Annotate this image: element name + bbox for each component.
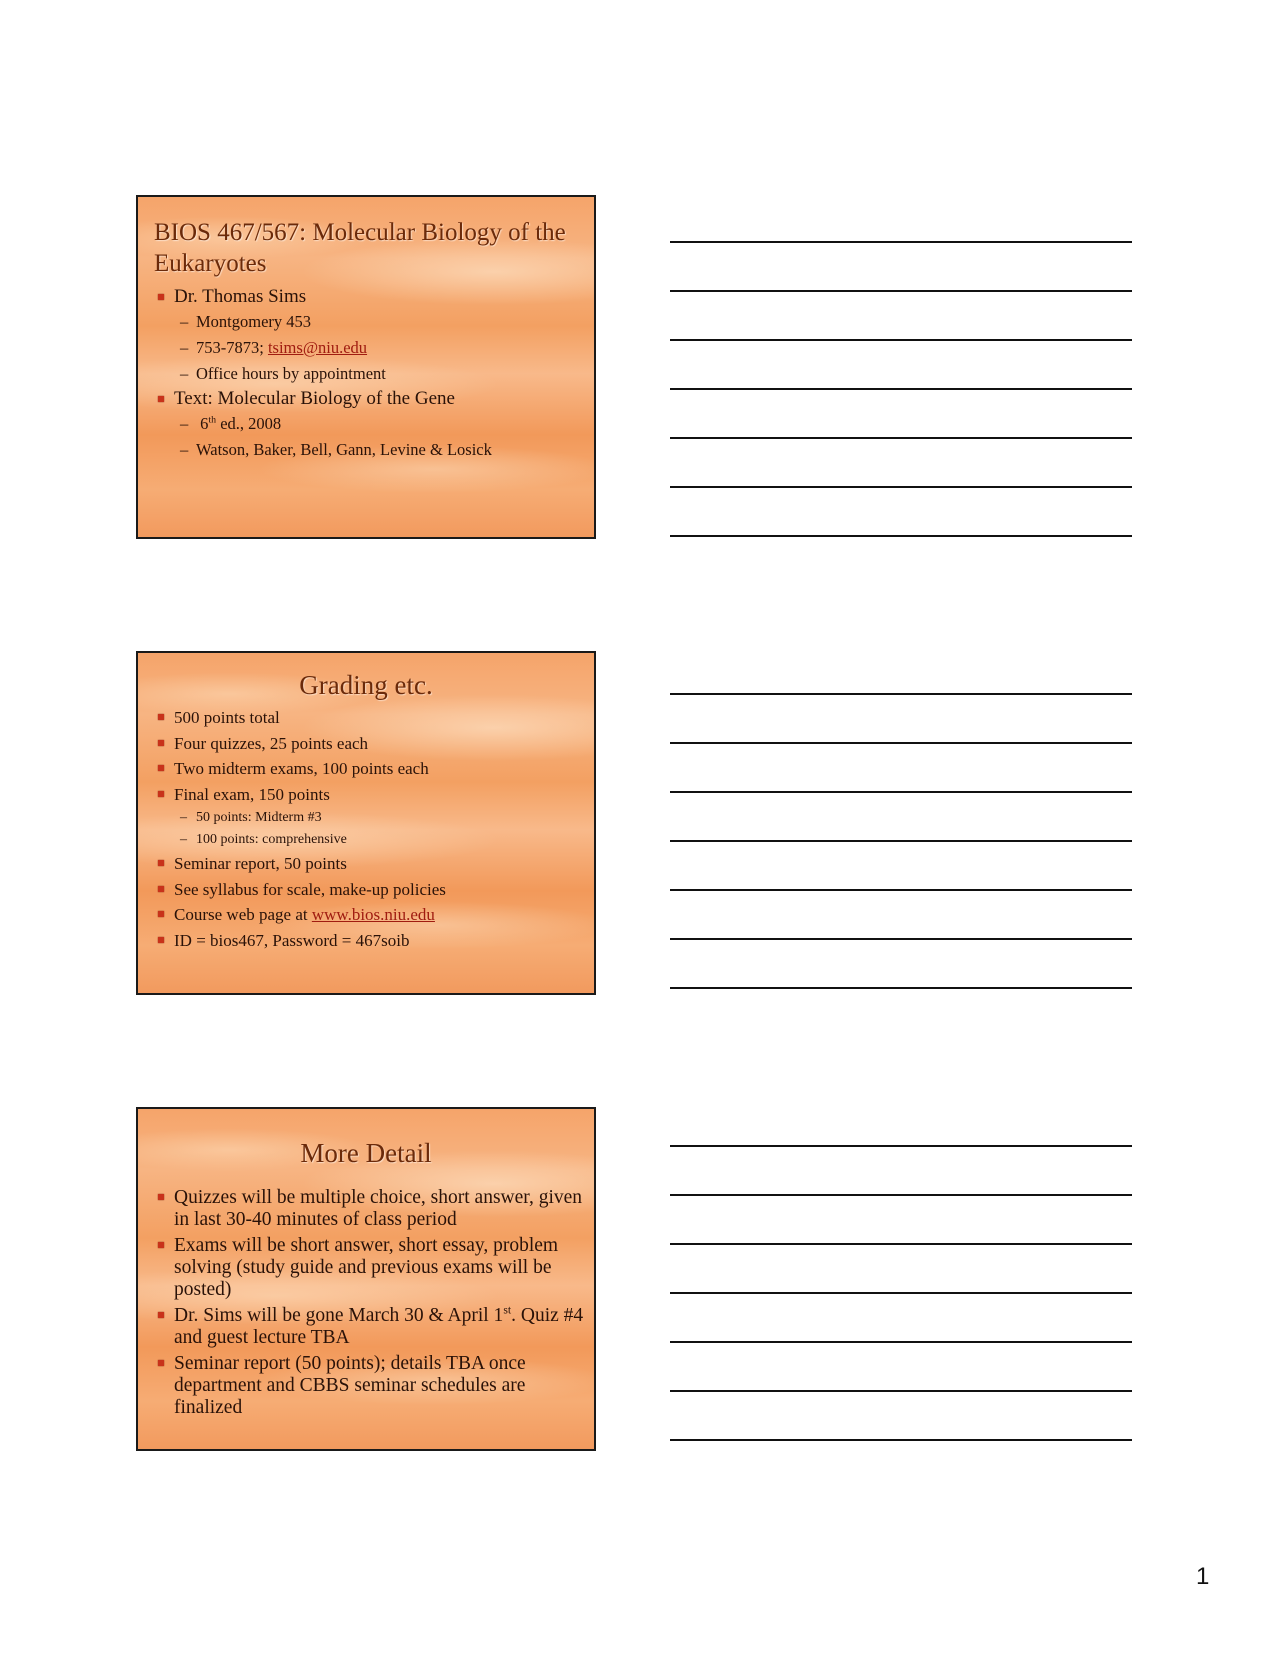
phone-text: 753-7873; [196,338,268,357]
bullet-text: Final exam, 150 points [174,784,330,804]
note-line [670,742,1132,744]
slide-title: Grading etc. [299,670,433,700]
note-line [670,938,1132,940]
note-line [670,1390,1132,1392]
note-line [670,1292,1132,1294]
bullet-list [138,705,594,953]
note-line [670,1439,1132,1441]
sub-item: – 100 points: comprehensive [180,829,594,851]
sub-item [180,335,594,361]
bullet-list [138,1187,594,1419]
list-item: Seminar report (50 points); details TBA once department and CBBS seminar schedules are finalized [156,1353,594,1419]
list-item: Two midterm exams, 100 points each [156,756,594,782]
sub-list [174,807,594,851]
sub-list [174,309,594,387]
note-line [670,693,1132,695]
note-line [670,889,1132,891]
bullet-text-cont: . Quiz #4 and guest lecture TBA [174,1305,584,1348]
list-item [156,782,594,852]
bullet-text: Text: Molecular Biology of the Gene [174,388,455,409]
date-suffix: st [503,1303,512,1317]
page-number: 1 [1196,1563,1210,1590]
note-line [670,241,1132,243]
email-link[interactable]: tsims@niu.edu [267,338,368,357]
slide-title: BIOS 467/567: Molecular Biology of the Eukaryotes [154,219,566,277]
note-line [670,535,1132,537]
course-web-link[interactable]: www.bios.niu.edu [311,905,435,924]
list-item [156,1305,594,1349]
list-item: See syllabus for scale, make-up policies [156,877,594,903]
sub-item: – Office hours by appointment [180,361,594,387]
slide-course-info [136,195,596,539]
bullet-list [138,285,594,463]
slide-grading [136,651,596,995]
bullet-text: Dr. Thomas Sims [174,286,307,307]
list-item: Four quizzes, 25 points each [156,731,594,757]
note-line [670,339,1132,341]
note-line [670,987,1132,989]
list-item: Seminar report, 50 points [156,851,594,877]
note-line [670,1145,1132,1147]
sub-item: – Montgomery 453 [180,309,594,335]
slide-more-detail [136,1107,596,1451]
list-item: 500 points total [156,705,594,731]
edition-number: 6 [200,414,209,433]
note-line [670,1194,1132,1196]
note-line [670,388,1132,390]
list-item: Exams will be short answer, short essay, problem solving (study guide and previous exams will be posted) [156,1235,594,1301]
bullet-text: Course web page at [174,905,312,924]
sub-item: – 50 points: Midterm #3 [180,807,594,829]
slide-title: More Detail [300,1138,432,1168]
list-item [156,387,594,463]
sub-item: – Watson, Baker, Bell, Gann, Levine & Losick [180,437,594,463]
note-line [670,791,1132,793]
note-line [670,486,1132,488]
list-item: ID = bios467, Password = 467soib [156,928,594,954]
note-line [670,1243,1132,1245]
list-item [156,285,594,387]
list-item: Quizzes will be multiple choice, short answer, given in last 30-40 minutes of class period [156,1187,594,1231]
edition-suffix: th [208,414,217,426]
note-line [670,290,1132,292]
bullet-text: Dr. Sims will be gone March 30 & April 1 [174,1305,504,1326]
sub-list [174,411,594,463]
note-line [670,437,1132,439]
note-line [670,1341,1132,1343]
edition-year: ed., 2008 [216,414,282,433]
sub-item [180,411,594,437]
note-line [670,840,1132,842]
list-item [156,902,594,928]
